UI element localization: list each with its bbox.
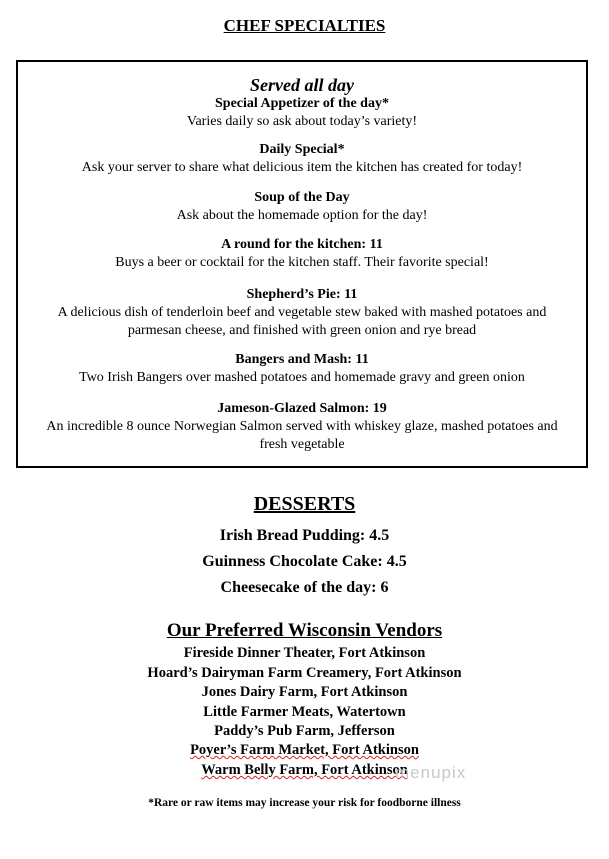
special-name: A round for the kitchen: 11 (221, 237, 383, 252)
special-desc: Buys a beer or cocktail for the kitchen staff. Their favorite special! (115, 255, 489, 270)
vendor-item (0, 762, 609, 779)
vendor-item: Paddy’s Pub Farm, Jefferson (214, 723, 395, 739)
special-item (18, 351, 586, 387)
specials-box (16, 60, 588, 468)
special-name: Bangers and Mash: 11 (235, 352, 369, 367)
dessert-item: Cheesecake of the day: 6 (220, 579, 389, 596)
special-desc: fresh vegetable (259, 437, 345, 452)
vendor-item (0, 742, 609, 759)
dessert-item: Irish Bread Pudding: 4.5 (219, 527, 390, 544)
special-desc: An incredible 8 ounce Norwegian Salmon served with whiskey glaze, mashed potatoes and (46, 419, 558, 434)
special-desc: Ask about the homemade option for the day! (176, 208, 428, 223)
vendors-heading: Our Preferred Wisconsin Vendors (166, 620, 443, 641)
special-item (18, 95, 586, 131)
page-title: CHEF SPECIALTIES (223, 16, 386, 35)
special-name: Shepherd’s Pie: 11 (246, 287, 358, 302)
footnote: *Rare or raw items may increase your risk for foodborne illness (148, 797, 461, 809)
special-name: Soup of the Day (254, 190, 350, 205)
special-item (18, 141, 586, 177)
vendor-text: Warm Belly Farm, Fort Atkinson (201, 762, 408, 778)
vendor-item: Fireside Dinner Theater, Fort Atkinson (183, 645, 426, 661)
vendor-item: Hoard’s Dairyman Farm Creamery, Fort Atkinson (147, 665, 462, 681)
menupix-watermark: menupix (395, 763, 467, 782)
special-item (18, 189, 586, 225)
special-desc: A delicious dish of tenderloin beef and vegetable stew baked with mashed potatoes and (57, 305, 547, 320)
vendor-item: Little Farmer Meats, Watertown (203, 704, 406, 720)
special-name: Jameson-Glazed Salmon: 19 (217, 401, 387, 416)
special-desc: parmesan cheese, and finished with green onion and rye bread (127, 323, 477, 338)
special-item (18, 400, 586, 454)
vendor-item: Jones Dairy Farm, Fort Atkinson (201, 684, 408, 700)
served-all-day: Served all day (250, 75, 354, 95)
dessert-item: Guinness Chocolate Cake: 4.5 (202, 553, 407, 570)
special-name: Daily Special* (259, 142, 345, 157)
special-item (18, 236, 586, 272)
special-item (18, 286, 586, 340)
special-desc: Varies daily so ask about today’s variety! (186, 114, 418, 129)
special-desc: Ask your server to share what delicious item the kitchen has created for today! (81, 160, 523, 175)
special-desc: Two Irish Bangers over mashed potatoes and homemade gravy and green onion (79, 370, 525, 385)
vendor-text: Poyer’s Farm Market, Fort Atkinson (190, 742, 419, 758)
desserts-heading: DESSERTS (253, 493, 356, 515)
special-name: Special Appetizer of the day* (215, 96, 389, 111)
